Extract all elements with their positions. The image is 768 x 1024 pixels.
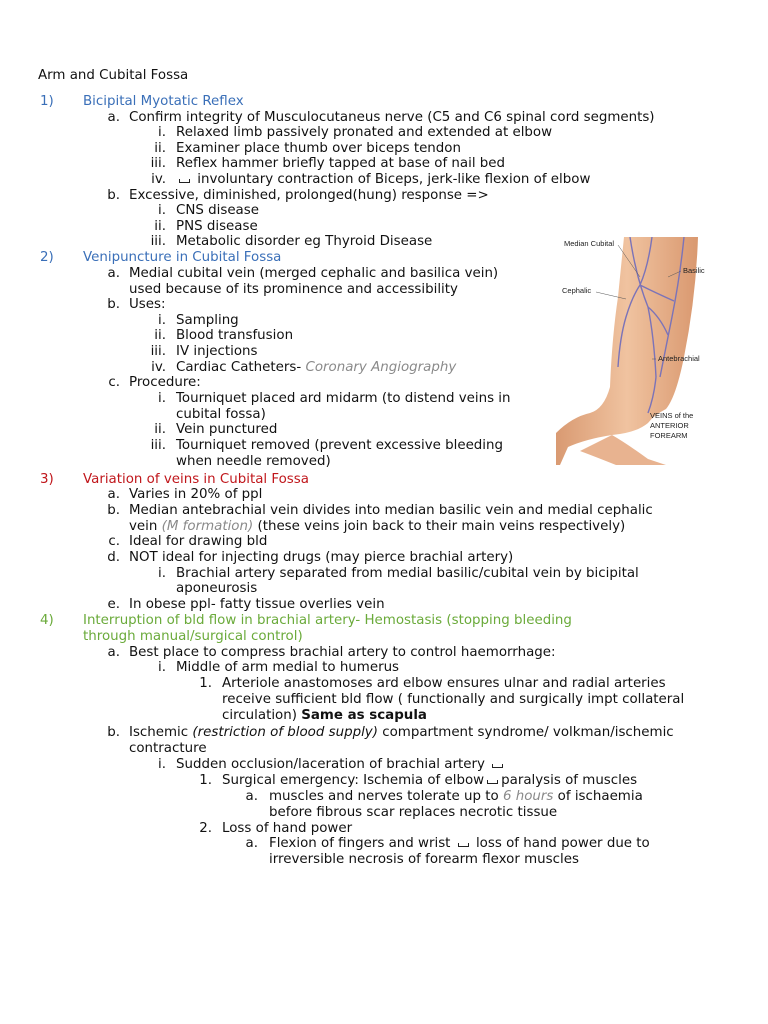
section-number: 3)	[40, 472, 54, 487]
section-number: 1)	[40, 94, 54, 109]
section-number: 4)	[40, 613, 54, 628]
list-marker: iv.	[151, 172, 166, 187]
list-item: Uses:	[129, 297, 166, 312]
list-marker: b.	[107, 188, 120, 203]
label-median-cubital: Median Cubital	[564, 239, 615, 248]
list-item: Brachial artery separated from medial basilic/cubital vein by bicipital	[176, 566, 639, 581]
list-item-continuation: aponeurosis	[176, 581, 258, 596]
list-marker: a.	[107, 110, 120, 125]
list-marker: ii.	[154, 219, 166, 234]
list-marker: i.	[158, 757, 166, 772]
list-item-continuation: vein (M formation) (these veins join back to their main veins respectively)	[129, 519, 626, 534]
arrow-icon	[492, 764, 503, 768]
list-item: Excessive, diminished, prolonged(hung) response =>	[129, 188, 489, 203]
list-marker: iii.	[150, 234, 166, 249]
list-item: Tourniquet removed (prevent excessive bleeding	[176, 438, 504, 453]
list-item: Reflex hammer briefly tapped at base of nail bed	[176, 156, 506, 171]
list-item: muscles and nerves tolerate up to 6 hours of ischaemia	[269, 789, 643, 804]
section-heading-continuation: through manual/surgical control)	[83, 629, 303, 644]
label-antebrachial: Antebrachial	[658, 354, 700, 363]
list-item: Median antebrachial vein divides into median basilic vein and medial cephalic	[129, 503, 653, 518]
list-marker: i.	[158, 391, 166, 406]
list-item: Ideal for drawing bld	[129, 534, 268, 549]
list-marker: i.	[158, 660, 166, 675]
list-marker: ii.	[154, 141, 166, 156]
list-item: Middle of arm medial to humerus	[176, 660, 400, 675]
list-marker: iii.	[150, 344, 166, 359]
list-item: Surgical emergency: Ischemia of elbow paralysis of muscles	[222, 773, 638, 788]
list-marker: i.	[158, 203, 166, 218]
list-marker: 1.	[199, 676, 212, 691]
list-item: Best place to compress brachial artery to control haemorrhage:	[129, 645, 556, 660]
arrow-icon	[487, 780, 498, 784]
list-marker: c.	[108, 375, 120, 390]
list-marker: b.	[107, 725, 120, 740]
list-item-continuation: when needle removed)	[176, 454, 331, 469]
figure-caption: ANTERIOR	[650, 421, 689, 430]
list-marker: e.	[107, 597, 120, 612]
section-number: 2)	[40, 250, 54, 265]
list-item-continuation: contracture	[129, 741, 207, 756]
forearm-veins-figure	[556, 237, 721, 465]
list-marker: 1.	[199, 773, 212, 788]
list-item-continuation: receive sufficient bld flow ( functionally and surgically impt collateral	[222, 692, 685, 707]
list-marker: ii.	[154, 328, 166, 343]
list-item-continuation: irreversible necrosis of forearm flexor muscles	[269, 852, 579, 867]
list-marker: d.	[107, 550, 120, 565]
list-item-continuation: used because of its prominence and accessibility	[129, 282, 458, 297]
list-marker: iii.	[150, 438, 166, 453]
list-item: Confirm integrity of Musculocutaneus nerve (C5 and C6 spinal cord segments)	[129, 110, 655, 125]
list-item: PNS disease	[176, 219, 258, 234]
list-item: NOT ideal for injecting drugs (may pierce brachial artery)	[129, 550, 514, 565]
list-item: involuntary contraction of Biceps, jerk-like flexion of elbow	[176, 172, 590, 188]
list-item: Examiner place thumb over biceps tendon	[176, 141, 461, 156]
list-marker: a.	[107, 645, 120, 660]
figure-caption: VEINS of the	[650, 411, 694, 420]
section-heading: Bicipital Myotatic Reflex	[83, 94, 244, 109]
list-marker: i.	[158, 125, 166, 140]
list-item: Medial cubital vein (merged cephalic and basilica vein)	[129, 266, 499, 281]
section-heading: Variation of veins in Cubital Fossa	[83, 472, 309, 487]
arrow-icon	[179, 179, 190, 183]
list-item: Flexion of fingers and wrist loss of hand power due to	[269, 836, 650, 851]
list-item: Cardiac Catheters- Coronary Angiography	[176, 360, 457, 375]
page-title: Arm and Cubital Fossa	[38, 68, 189, 83]
list-item: Sudden occlusion/laceration of brachial artery	[176, 757, 506, 773]
list-marker: iv.	[151, 360, 166, 375]
list-marker: b.	[107, 297, 120, 312]
list-marker: a.	[245, 836, 258, 851]
list-item: Vein punctured	[176, 422, 278, 437]
list-item: Sampling	[176, 313, 239, 328]
list-item: Blood transfusion	[176, 328, 294, 343]
label-cephalic: Cephalic	[562, 286, 592, 295]
list-item: Ischemic (restriction of blood supply) compartment syndrome/ volkman/ischemic	[129, 725, 674, 740]
list-item: Varies in 20% of ppl	[129, 487, 263, 502]
list-marker: a.	[107, 266, 120, 281]
list-item: Procedure:	[129, 375, 201, 390]
list-item: Relaxed limb passively pronated and extended at elbow	[176, 125, 553, 140]
list-item: Tourniquet placed ard midarm (to distend veins in	[176, 391, 511, 406]
list-item: IV injections	[176, 344, 258, 359]
list-item: In obese ppl- fatty tissue overlies vein	[129, 597, 385, 612]
list-marker: c.	[108, 534, 120, 549]
label-basilic: Basilic	[683, 266, 705, 275]
list-item-continuation: cubital fossa)	[176, 407, 266, 422]
arrow-icon	[458, 843, 469, 847]
list-marker: iii.	[150, 156, 166, 171]
list-marker: a.	[245, 789, 258, 804]
list-item: CNS disease	[176, 203, 259, 218]
list-marker: ii.	[154, 422, 166, 437]
list-item-continuation: before fibrous scar replaces necrotic tissue	[269, 805, 558, 820]
list-marker: b.	[107, 503, 120, 518]
list-marker: a.	[107, 487, 120, 502]
section-heading: Interruption of bld flow in brachial artery- Hemostasis (stopping bleeding	[83, 613, 572, 628]
list-item: Loss of hand power	[222, 821, 353, 836]
figure-caption: FOREARM	[650, 431, 688, 440]
section-heading: Venipuncture in Cubital Fossa	[83, 250, 282, 265]
list-item: Arteriole anastomoses ard elbow ensures ulnar and radial arteries	[222, 676, 666, 691]
list-marker: i.	[158, 313, 166, 328]
list-marker: i.	[158, 566, 166, 581]
list-item: Metabolic disorder eg Thyroid Disease	[176, 234, 433, 249]
list-marker: 2.	[199, 821, 212, 836]
list-item-continuation: circulation) Same as scapula	[222, 708, 427, 723]
